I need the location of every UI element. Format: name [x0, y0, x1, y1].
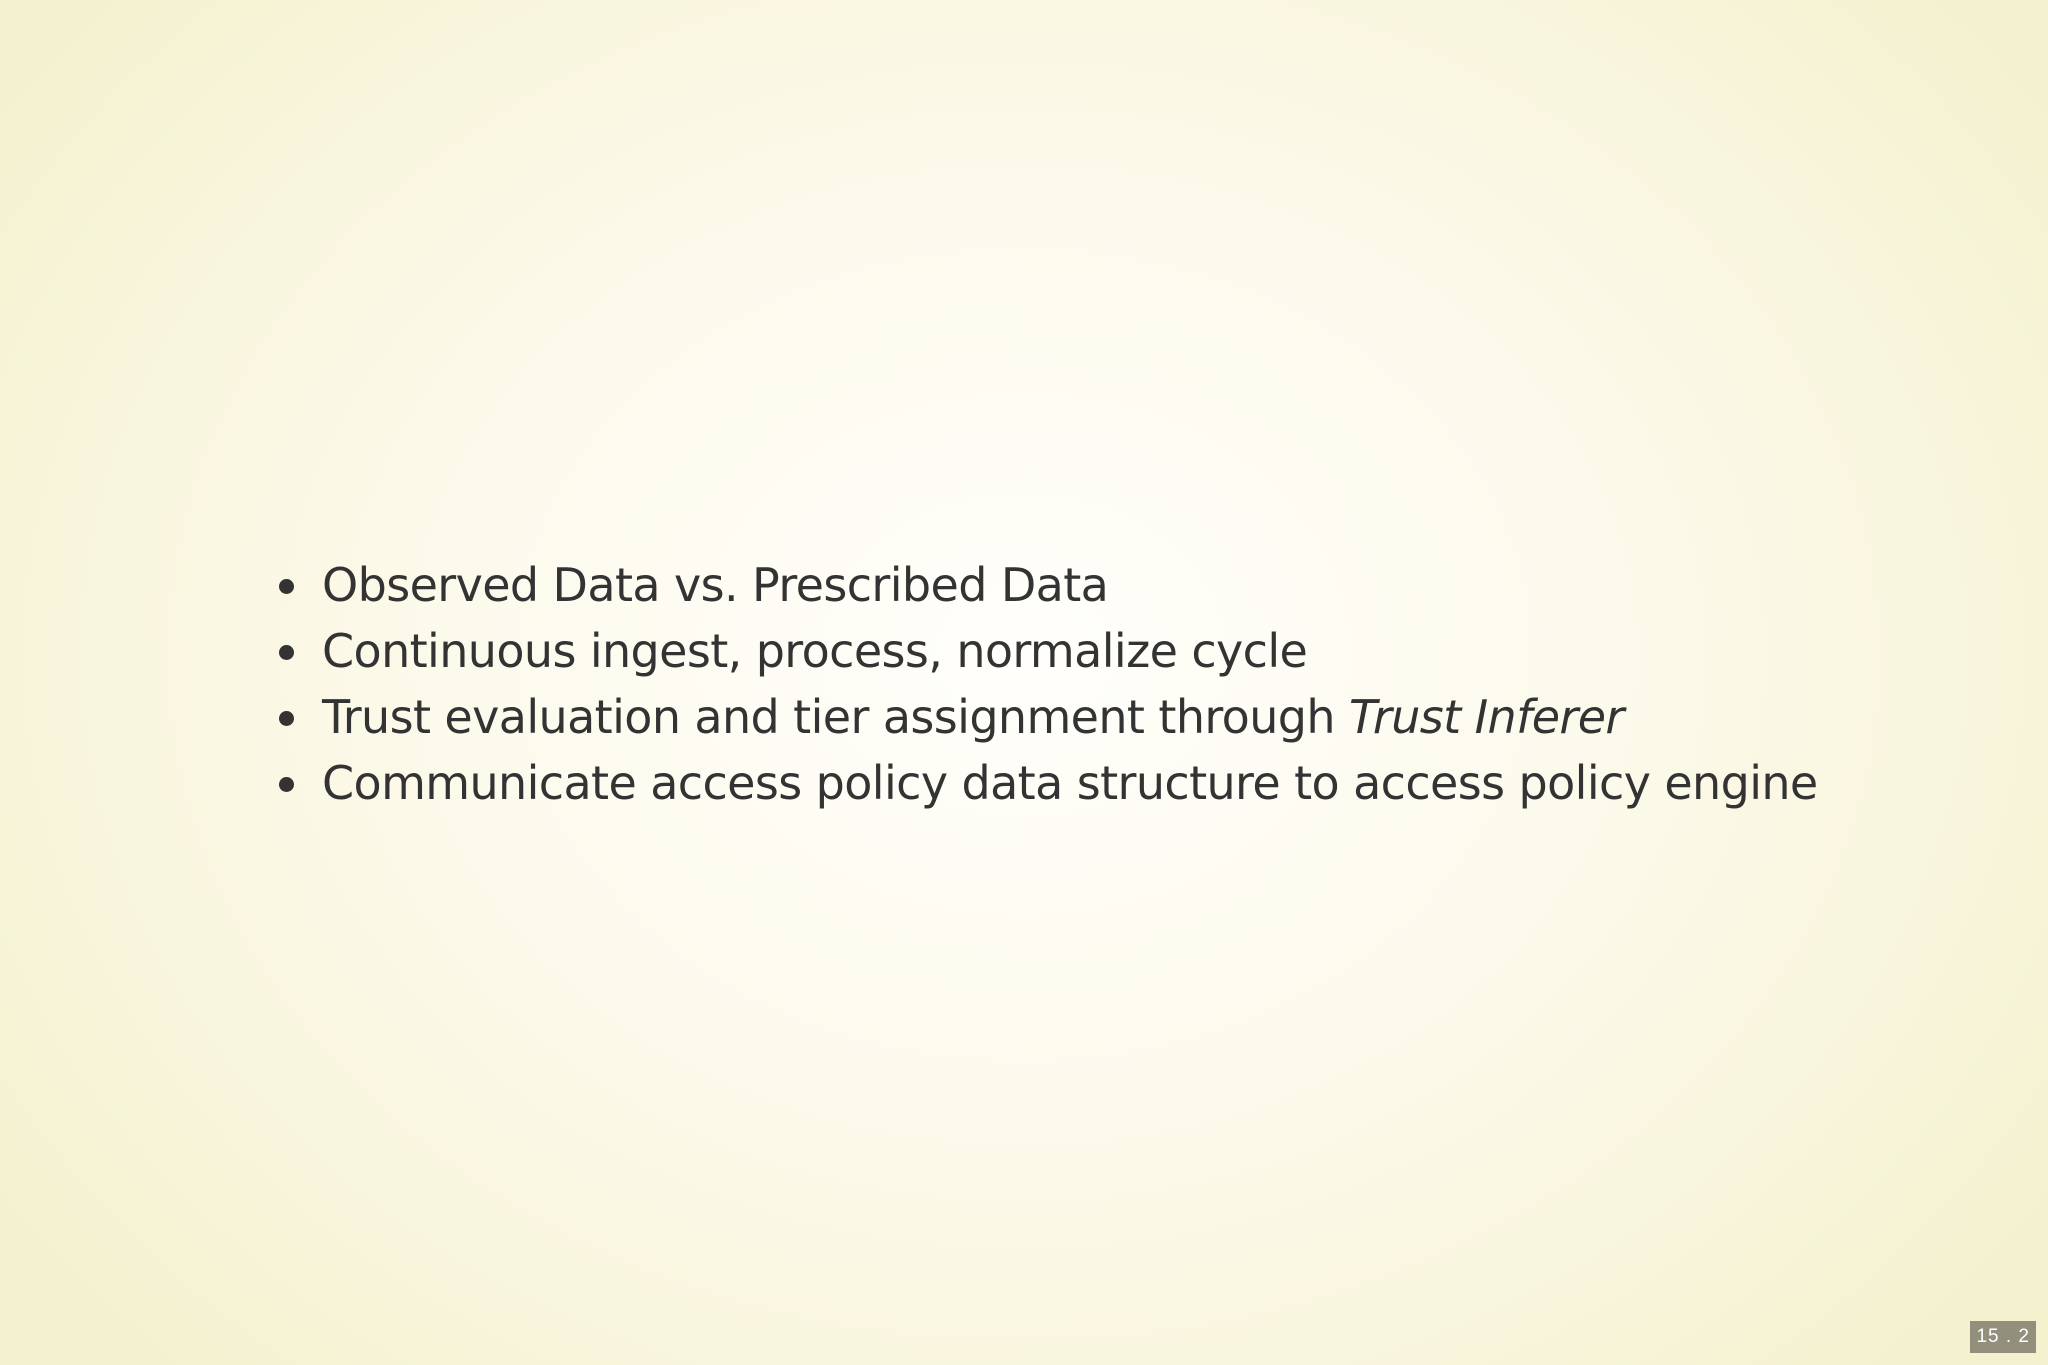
bullet-list	[276, 552, 1818, 816]
bullet-item-communicate-policy	[276, 750, 1818, 816]
bullet-item-trust-evaluation	[276, 684, 1818, 750]
slide-number: 15 . 2	[1970, 1321, 2036, 1353]
bullet-item-continuous-ingest	[276, 618, 1818, 684]
bullet-emphasis: Trust Inferer	[1348, 690, 1624, 744]
bullet-text: Continuous ingest, process, normalize cycle	[322, 624, 1308, 678]
bullet-icon	[279, 645, 294, 660]
bullet-icon	[279, 711, 294, 726]
bullet-item-observed-data	[276, 552, 1818, 618]
bullet-text: Communicate access policy data structure to access policy engine	[322, 756, 1818, 810]
bullet-icon	[279, 579, 294, 594]
bullet-icon	[279, 777, 294, 792]
bullet-text: Observed Data vs. Prescribed Data	[322, 558, 1109, 612]
bullet-text: Trust evaluation and tier assignment through	[322, 690, 1349, 744]
